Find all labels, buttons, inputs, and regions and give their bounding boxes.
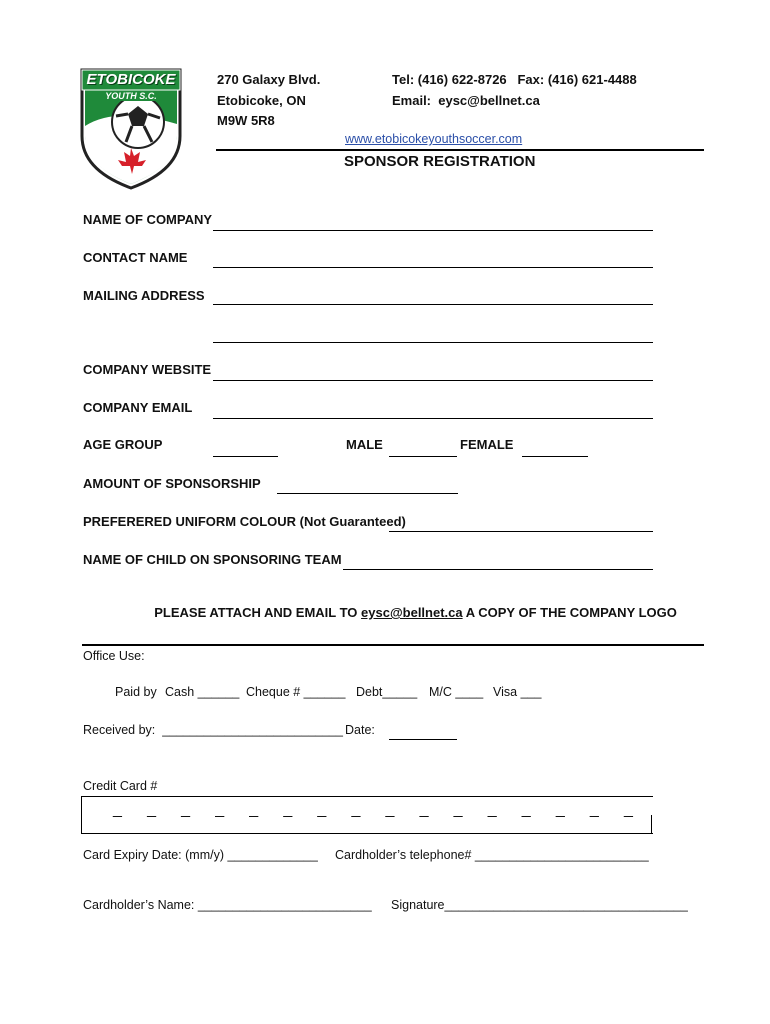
label-company-email: COMPANY EMAIL: [83, 400, 193, 415]
signature[interactable]: Signature___________________________________: [391, 898, 688, 912]
tel-fax: Tel: (416) 622-8726 Fax: (416) 621-4488: [392, 72, 637, 87]
card-digit[interactable]: _: [419, 801, 429, 818]
input-amount[interactable]: [277, 493, 458, 494]
input-contact-name[interactable]: [213, 267, 653, 268]
card-digit[interactable]: _: [113, 801, 122, 818]
card-digit[interactable]: _: [147, 801, 156, 818]
input-child-name[interactable]: [343, 569, 653, 570]
logo-text-main: ETOBICOKE: [86, 71, 176, 88]
club-logo: [76, 66, 186, 190]
attach-note-before: PLEASE ATTACH AND EMAIL TO: [154, 605, 362, 620]
address-line-2: Etobicoke, ON: [217, 93, 306, 108]
label-age-group: AGE GROUP: [83, 437, 163, 452]
card-digit[interactable]: _: [555, 801, 565, 818]
input-company-website[interactable]: [213, 380, 653, 381]
paid-cash[interactable]: Cash ______: [165, 685, 240, 699]
input-male[interactable]: [389, 456, 457, 457]
card-digit[interactable]: _: [351, 801, 361, 818]
label-child-name: NAME OF CHILD ON SPONSORING TEAM: [83, 552, 342, 567]
paid-cheque[interactable]: Cheque # ______: [246, 685, 346, 699]
card-digit[interactable]: _: [623, 801, 633, 818]
input-uniform-colour[interactable]: [389, 531, 653, 532]
input-age-group[interactable]: [213, 456, 278, 457]
credit-card-label: Credit Card #: [83, 779, 158, 793]
cardholder-telephone[interactable]: Cardholder’s telephone# _________________________: [335, 848, 649, 862]
card-digit[interactable]: _: [453, 801, 463, 818]
input-company-name[interactable]: [213, 230, 653, 231]
card-digit[interactable]: _: [317, 801, 327, 818]
website-link[interactable]: www.etobicokeyouthsoccer.com: [345, 132, 523, 146]
paid-by-label: Paid by: [115, 685, 157, 699]
office-use-heading: Office Use:: [83, 649, 145, 663]
card-digit[interactable]: _: [487, 801, 497, 818]
card-digit[interactable]: _: [283, 801, 293, 818]
input-mailing-address-2[interactable]: [213, 342, 653, 343]
label-mailing-address: MAILING ADDRESS: [83, 288, 205, 303]
paid-debit[interactable]: Debt_____: [356, 685, 418, 699]
label-company-website: COMPANY WEBSITE: [83, 362, 212, 377]
card-digit[interactable]: _: [589, 801, 599, 818]
input-date[interactable]: [389, 739, 457, 740]
label-contact-name: CONTACT NAME: [83, 250, 188, 265]
label-male: MALE: [346, 437, 383, 452]
received-by[interactable]: Received by: __________________________: [83, 723, 343, 737]
credit-card-box-right-edge: [651, 815, 652, 833]
form-title: SPONSOR REGISTRATION: [344, 153, 536, 170]
paid-mc[interactable]: M/C ____: [429, 685, 484, 699]
card-digit[interactable]: _: [521, 801, 531, 818]
label-company-name: NAME OF COMPANY: [83, 212, 213, 227]
attach-note: [147, 590, 677, 620]
date-label: Date:: [345, 723, 375, 737]
cardholder-name[interactable]: Cardholder’s Name: _________________________: [83, 898, 372, 912]
header-rule: [216, 149, 704, 151]
address-line-3: M9W 5R8: [217, 113, 275, 128]
label-female: FEMALE: [460, 437, 514, 452]
logo-text-sub: YOUTH S.C.: [96, 91, 166, 101]
card-digit[interactable]: _: [249, 801, 259, 818]
email-address: Email: eysc@bellnet.ca: [392, 93, 540, 108]
card-expiry[interactable]: Card Expiry Date: (mm/y) _____________: [83, 848, 318, 862]
input-company-email[interactable]: [213, 418, 653, 419]
card-digit[interactable]: _: [181, 801, 191, 818]
label-uniform-colour: PREFERERED UNIFORM COLOUR (Not Guaranteed): [83, 514, 406, 529]
credit-card-digits: [113, 801, 633, 819]
input-mailing-address-1[interactable]: [213, 304, 653, 305]
input-female[interactable]: [522, 456, 588, 457]
card-digit[interactable]: _: [215, 801, 225, 818]
card-digit[interactable]: _: [385, 801, 395, 818]
paid-visa[interactable]: Visa ___: [493, 685, 542, 699]
address-line-1: 270 Galaxy Blvd.: [217, 72, 321, 87]
attach-email-link[interactable]: eysc@bellnet.ca: [361, 605, 463, 620]
attach-note-after: A COPY OF THE COMPANY LOGO: [462, 605, 677, 620]
office-divider: [82, 644, 704, 646]
label-amount: AMOUNT OF SPONSORSHIP: [83, 476, 261, 491]
